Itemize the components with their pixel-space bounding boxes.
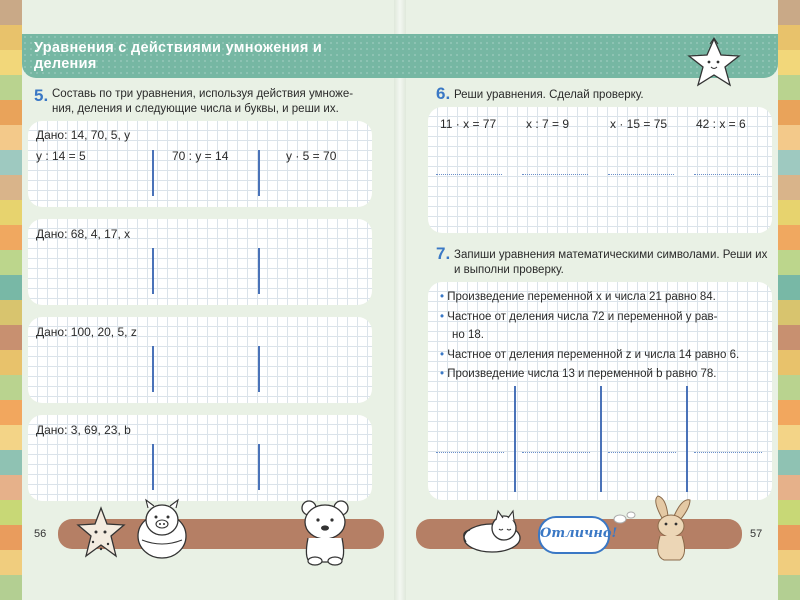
left-page-number: 56 bbox=[34, 528, 47, 540]
divider-line bbox=[686, 386, 688, 492]
divider-line bbox=[258, 248, 260, 294]
task-5-box-1-given: Дано: 14, 70, 5, y bbox=[36, 128, 131, 142]
task-7-item-1: • Произведение переменной x и числа 21 равно 84. bbox=[440, 291, 716, 303]
chapter-title: Уравнения с действиями умножения и деления bbox=[34, 40, 323, 72]
sleeping-cat-icon bbox=[458, 508, 524, 554]
divider-line bbox=[258, 444, 260, 490]
right-page-number: 57 bbox=[750, 528, 763, 540]
answer-line[interactable] bbox=[694, 174, 760, 175]
bullet-icon: • bbox=[440, 311, 445, 323]
rabbit-character-icon bbox=[648, 494, 694, 564]
chapter-header bbox=[22, 34, 778, 78]
task-7-item-3: • Частное от деления переменной z и числа 14 равно 6. bbox=[440, 349, 740, 361]
task-5-equation-3: y · 5 = 70 bbox=[286, 149, 337, 163]
task-7-number: 7. bbox=[436, 244, 451, 263]
answer-line[interactable] bbox=[694, 452, 762, 453]
divider-line bbox=[600, 386, 602, 492]
pig-character-icon bbox=[132, 496, 192, 562]
answer-line[interactable] bbox=[436, 452, 504, 453]
divider-line bbox=[514, 386, 516, 492]
task-6-text: Реши уравнения. Сделай проверку. bbox=[454, 89, 644, 101]
divider-line bbox=[152, 444, 154, 490]
task-6-equation-1: 11 · x = 77 bbox=[440, 117, 497, 131]
star-mascot-icon bbox=[686, 36, 742, 88]
task-5-text: Составь по три уравнения, используя действия умноже-ния, деления и следующие числа и буквы, и реши их. bbox=[52, 88, 354, 115]
task-7-text: Запиши уравнения математическими символами. Реши их и выполни проверку. bbox=[454, 249, 768, 276]
book-gutter bbox=[394, 0, 406, 600]
right-edge-stripes bbox=[778, 0, 800, 600]
left-edge-stripes bbox=[0, 0, 22, 600]
divider-line bbox=[152, 150, 154, 196]
excellent-badge: Отлично! bbox=[538, 516, 610, 554]
task-5-box-3-given: Дано: 100, 20, 5, z bbox=[36, 325, 137, 339]
task-6-number: 6. bbox=[436, 84, 451, 103]
bullet-icon: • bbox=[440, 291, 445, 303]
task-5-equation-1: y : 14 = 5 bbox=[36, 149, 86, 163]
answer-line[interactable] bbox=[522, 174, 588, 175]
answer-line[interactable] bbox=[436, 174, 502, 175]
bullet-icon: • bbox=[440, 349, 445, 361]
task-6-equation-2: x : 7 = 9 bbox=[526, 117, 570, 131]
star-toy-icon bbox=[74, 504, 128, 564]
answer-line[interactable] bbox=[608, 452, 676, 453]
task-5-box-4-given: Дано: 3, 69, 23, b bbox=[36, 423, 131, 437]
task-7-item-2: • Частное от деления числа 72 и переменной y рав- bbox=[440, 311, 718, 323]
task-6-equation-3: x · 15 = 75 bbox=[610, 117, 668, 131]
task-7-item-4: • Произведение числа 13 и переменной b равно 78. bbox=[440, 368, 717, 380]
divider-line bbox=[152, 248, 154, 294]
task-6-equation-4: 42 : x = 6 bbox=[696, 117, 746, 131]
task-5-equation-2: 70 : y = 14 bbox=[172, 149, 229, 163]
divider-line bbox=[258, 346, 260, 392]
task-5-box-2-given: Дано: 68, 4, 17, x bbox=[36, 227, 131, 241]
bullet-icon: • bbox=[440, 368, 445, 380]
divider-line bbox=[152, 346, 154, 392]
task-5-number: 5. bbox=[34, 86, 49, 105]
divider-line bbox=[258, 150, 260, 196]
bear-character-icon bbox=[296, 498, 354, 566]
answer-line[interactable] bbox=[522, 452, 590, 453]
task-7-item-2-cont: но 18. bbox=[452, 329, 484, 341]
speech-bubble-tail-icon bbox=[612, 510, 636, 524]
answer-line[interactable] bbox=[608, 174, 674, 175]
